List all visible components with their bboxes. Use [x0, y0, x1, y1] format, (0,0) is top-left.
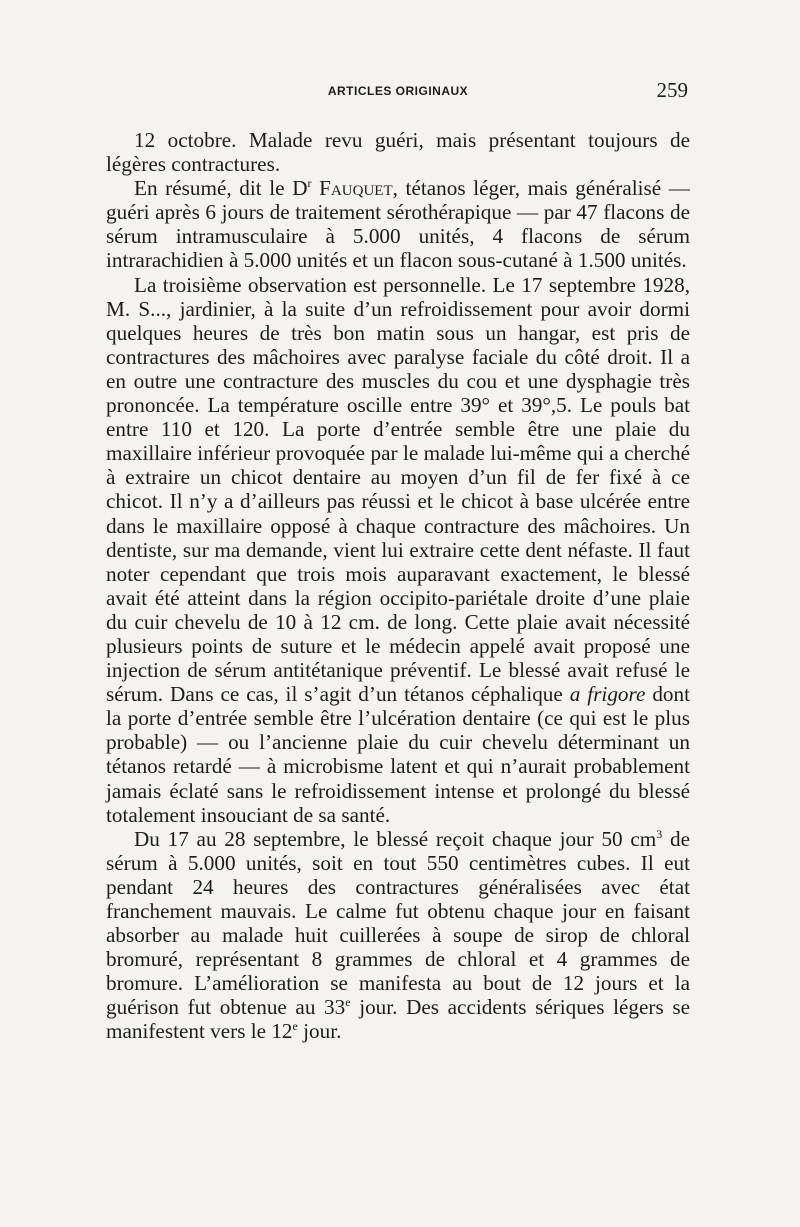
author-name: Fauquet: [319, 176, 393, 201]
paragraph-1: 12 octobre. Malade revu guéri, mais présentant toujours de légères contractures.: [106, 128, 690, 177]
doctor-abbrev: D: [292, 176, 308, 201]
paragraph-4-text-d: jour.: [297, 1019, 342, 1044]
body-text: [106, 128, 690, 1044]
paragraph-2: [106, 176, 690, 272]
paragraph-4-text-b: de sérum à 5.000 unités, soit en tout 550 centimètres cubes. Il eut pendant 24 heures des contractures généralisées avec état franchement mauvais. Le calme fut obtenu chaque jour en faisant absorber au malade huit cuillerées à soupe de sirop de chloral bromuré, représentant 8 grammes de chloral et 4 grammes de bromure. L’amélioration se manifesta au bout de 12 jours et la guérison fut obtenue au 33: [106, 826, 690, 1020]
paragraph-4-text-c: jour. Des accidents sériques légers se manifestent vers le 12: [106, 995, 690, 1044]
running-head: ARTICLES ORIGINAUX: [327, 84, 469, 98]
paragraph-3: [106, 273, 690, 827]
paragraph-2-text-a: En résumé, dit le: [134, 176, 293, 201]
page-number: 259: [656, 78, 688, 102]
page-header: [108, 78, 688, 108]
paragraph-3-text-a: La troisième observation est personnelle. Le 17 septembre 1928, M. S..., jardinier, à la suite d’un refroidissement pour avoir dormi quelques heures de très bon matin sous un hangar, est pris de contractures des mâchoires avec paralyse faciale du côté droit. Il a en outre une contracture des muscles du cou et une dysphagie très prononcée. La température oscille entre 39° et 39°,5. Le pouls bat entre 110 et 120. La porte d’entrée semble être une plaie du maxillaire inférieur provoquée par le malade lui-même qui a cherché à extraire un chicot dentaire au moyen d’un fil de fer fixé à ce chicot. Il n’y a d’ailleurs pas réussi et le chicot à base ulcérée entre dans le maxillaire opposé à chaque contracture des mâchoires. Un dentiste, sur ma demande, vient lui extraire cette dent néfaste. Il faut noter cependant que trois mois auparavant exactement, le blessé avait été atteint dans la région occipito-pariétale droite d’une plaie du cuir chevelu de 10 à 12 cm. de long. Cette plaie avait nécessité plusieurs points de suture et le médecin appelé avait proposé une injection de sérum antitétanique préventif. Le blessé avait refusé le sérum. Dans ce cas, il s’agit d’un tétanos céphalique: [106, 272, 690, 707]
paragraph-4-text-a: Du 17 au 28 septembre, le blessé reçoit chaque jour 50 cm: [134, 826, 657, 851]
ordinal-sup-1: e: [345, 995, 351, 1010]
paragraph-3-text-b: dont la porte d’entrée semble être l’ulcération dentaire (ce qui est le plus probable) — ou l’ancienne plaie du cuir chevelu déterminant un tétanos retardé — à microbisme latent et qui n’aurait probablement jamais éclaté sans le refroidissement intense et prolongé du blessé totalement insouciant de sa santé.: [106, 682, 690, 827]
ordinal-sup-2: e: [292, 1019, 298, 1034]
cubic-sup: 3: [656, 826, 663, 841]
paragraph-4: [106, 827, 690, 1044]
paragraph-2-text-b: , tétanos léger, mais généralisé — guéri après 6 jours de traitement sérothérapique — par 47 flacons de sérum intramusculaire à 5.000 unités, 4 flacons de sérum intrarachidien à 5.000 unités et un flacon sous-cutané à 1.500 unités.: [106, 176, 690, 273]
italic-term: a frigore: [569, 682, 646, 707]
doctor-abbrev-sup: r: [307, 176, 312, 191]
